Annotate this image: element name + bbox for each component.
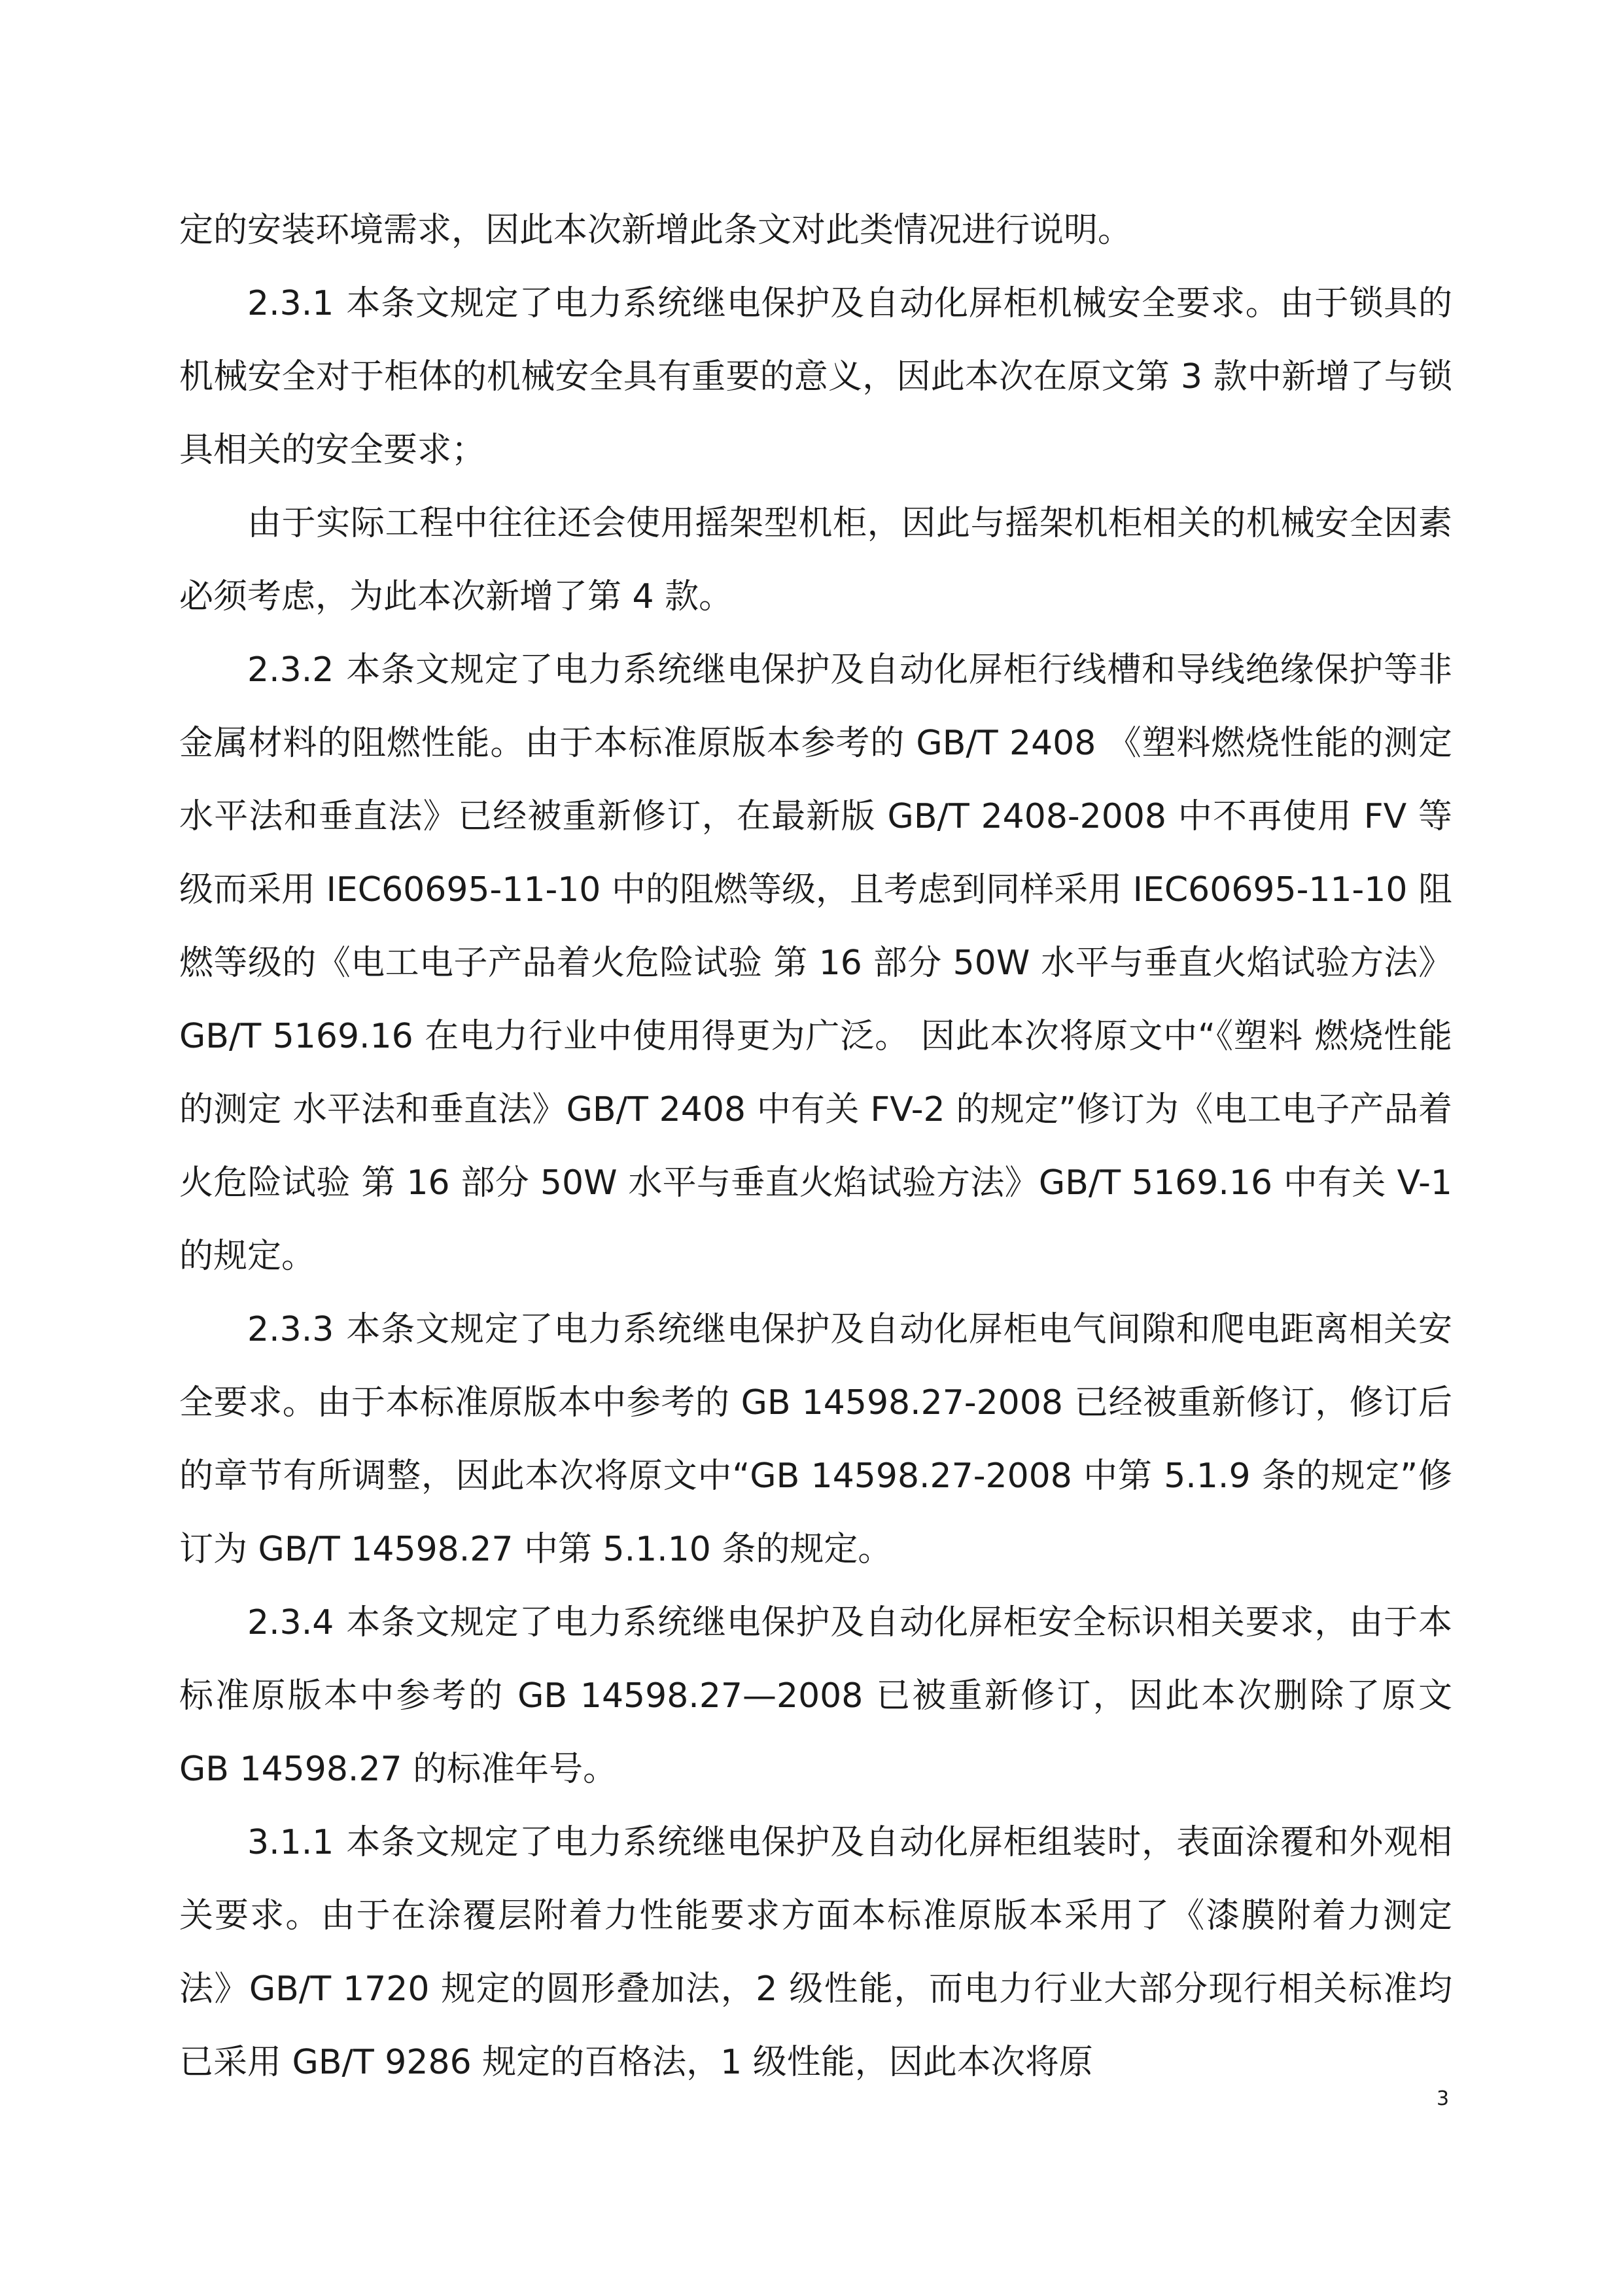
document-body (179, 194, 1452, 2099)
paragraph-2-3-1-continued (179, 487, 1452, 633)
paragraph-text: 本条文规定了电力系统继电保护及自动化屏柜行线槽和导线绝缘保护等非金属材料的阻燃性能。由于本标准原版本参考的 GB/T 2408 《塑料燃烧性能的测定 水平法和垂直法》已经被重新修订，在最新版 GB/T 2408-2008 中不再使用 FV 等级而采用 IEC60695-11-10 中的阻燃等级，且考虑到同样采用 IEC60695-11-10 阻燃等级的《电工电子产品着火危险试验 第 16 部分 50W 水平与垂直火焰试验方法》GB/T 5169.16 在电力行业中使用得更为广泛。 因此本次将原文中“《塑料 燃烧性能的测定 水平法和垂直法》GB/T 2408 中有关 FV-2 的规定”修订为《电工电子产品着火危险试验 第 16 部分 50W 水平与垂直火焰试验方法》GB/T 5169.16 中有关 V-1 的规定。 (179, 650, 1452, 1276)
page-number: 3 (1437, 2087, 1450, 2110)
paragraph-2-3-1 (179, 267, 1452, 487)
paragraph-2-3-3 (179, 1293, 1452, 1586)
section-number: 2.3.2 (247, 650, 334, 690)
section-number: 2.3.4 (247, 1603, 334, 1642)
paragraph-continuation (179, 194, 1452, 267)
section-number: 3.1.1 (247, 1823, 334, 1862)
paragraph-text: 本条文规定了电力系统继电保护及自动化屏柜电气间隙和爬电距离相关安全要求。由于本标准原版本中参考的 GB 14598.27-2008 已经被重新修订，修订后的章节有所调整，因此本次将原文中“GB 14598.27-2008 中第 5.1.9 条的规定”修订为 GB/T 14598.27 中第 5.1.10 条的规定。 (179, 1310, 1452, 1569)
section-number: 2.3.3 (247, 1310, 334, 1349)
paragraph-text: 由于实际工程中往往还会使用摇架型机柜，因此与摇架机柜相关的机械安全因素必须考虑，为此本次新增了第 4 款。 (179, 504, 1452, 616)
section-number: 2.3.1 (247, 284, 334, 323)
paragraph-2-3-4 (179, 1586, 1452, 1806)
paragraph-2-3-2 (179, 633, 1452, 1293)
paragraph-3-1-1 (179, 1806, 1452, 2099)
paragraph-text: 定的安装环境需求，因此本次新增此条文对此类情况进行说明。 (179, 211, 1132, 250)
paragraph-text: 本条文规定了电力系统继电保护及自动化屏柜组装时，表面涂覆和外观相关要求。由于在涂覆层附着力性能要求方面本标准原版本采用了《漆膜附着力测定法》GB/T 1720 规定的圆形叠加法，2 级性能，而电力行业大部分现行相关标准均已采用 GB/T 9286 规定的百格法，1 级性能，因此本次将原 (179, 1823, 1452, 2082)
paragraph-text: 本条文规定了电力系统继电保护及自动化屏柜机械安全要求。由于锁具的机械安全对于柜体的机械安全具有重要的意义，因此本次在原文第 3 款中新增了与锁具相关的安全要求； (179, 284, 1452, 470)
paragraph-text: 本条文规定了电力系统继电保护及自动化屏柜安全标识相关要求，由于本标准原版本中参考的 GB 14598.27—2008 已被重新修订，因此本次删除了原文 GB 14598.27 的标准年号。 (179, 1603, 1452, 1789)
